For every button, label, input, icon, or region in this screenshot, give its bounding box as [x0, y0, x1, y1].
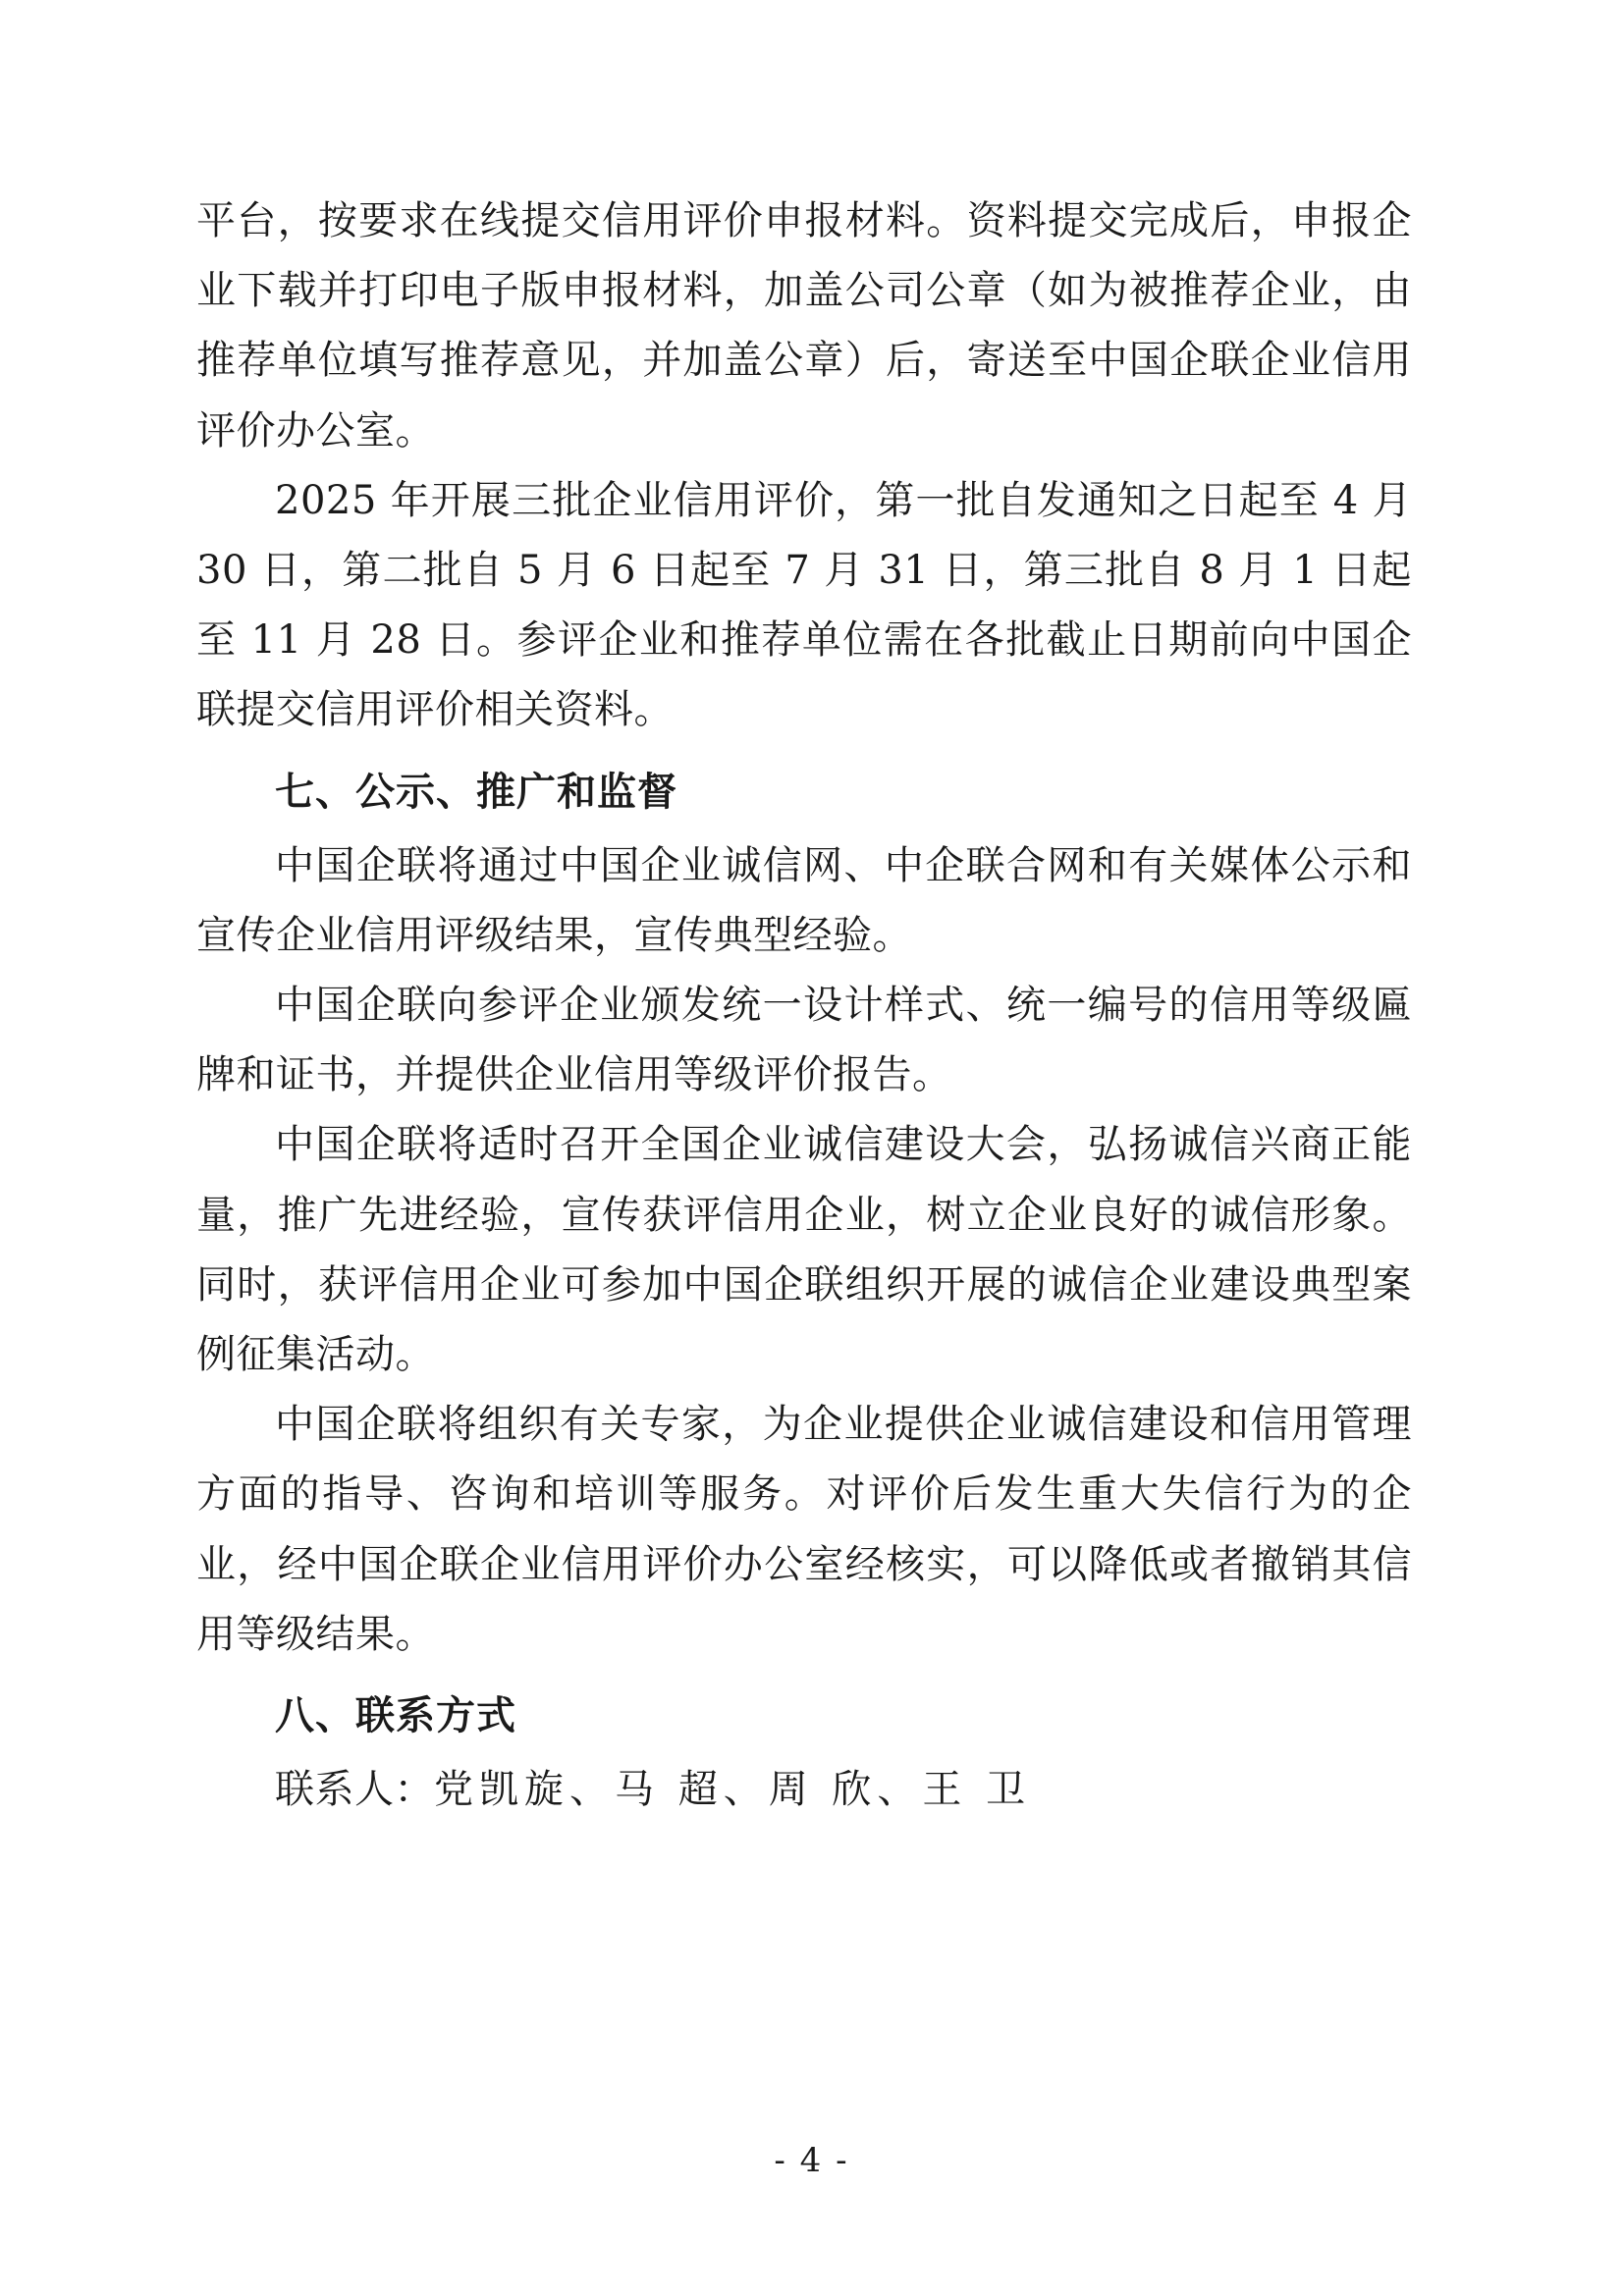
paragraph-conference: 中国企联将适时召开全国企业诚信建设大会，弘扬诚信兴商正能量，推广先进经验，宣传获评信用企业，树立企业良好的诚信形象。同时，获评信用企业可参加中国企联组织开展的诚信企业建设典型案例征集活动。 — [196, 1122, 1412, 1377]
contact-line — [196, 1755, 1412, 1825]
section-heading-seven: 七、公示、推广和监督 — [275, 769, 677, 815]
contact-names: 党凯旋、马 超、周 欣、王 卫 — [434, 1767, 1032, 1813]
paragraph-continuation: 平台，按要求在线提交信用评价申报材料。资料提交完成后，申报企业下载并打印电子版申报材料，加盖公司公章（如为被推荐企业，由推荐单位填写推荐意见，并加盖公章）后，寄送至中国企联企业信用评价办公室。 — [196, 198, 1412, 454]
paragraph-schedule: 2025 年开展三批企业信用评价，第一批自发通知之日起至 4 月 30 日，第二批自 5 月 6 日起至 7 月 31 日，第三批自 8 月 1 日起至 11 月 28 日。参评企业和推荐单位需在各批截止日期前向中国企联提交信用评价相关资料。 — [196, 477, 1412, 733]
document-body — [196, 187, 1412, 1825]
paragraph-experts: 中国企联将组织有关专家，为企业提供企业诚信建设和信用管理方面的指导、咨询和培训等服务。对评价后发生重大失信行为的企业，经中国企联企业信用评价办公室经核实，可以降低或者撤销其信用等级结果。 — [196, 1402, 1412, 1657]
paragraph-certificates: 中国企联向参评企业颁发统一设计样式、统一编号的信用等级匾牌和证书，并提供企业信用等级评价报告。 — [196, 983, 1412, 1098]
paragraph-publicity: 中国企联将通过中国企业诚信网、中企联合网和有关媒体公示和宣传企业信用评级结果，宣传典型经验。 — [196, 842, 1412, 958]
section-heading-eight: 八、联系方式 — [275, 1692, 516, 1738]
contact-label: 联系人： — [275, 1767, 434, 1813]
page-number-footer: - 4 - — [774, 2141, 849, 2180]
